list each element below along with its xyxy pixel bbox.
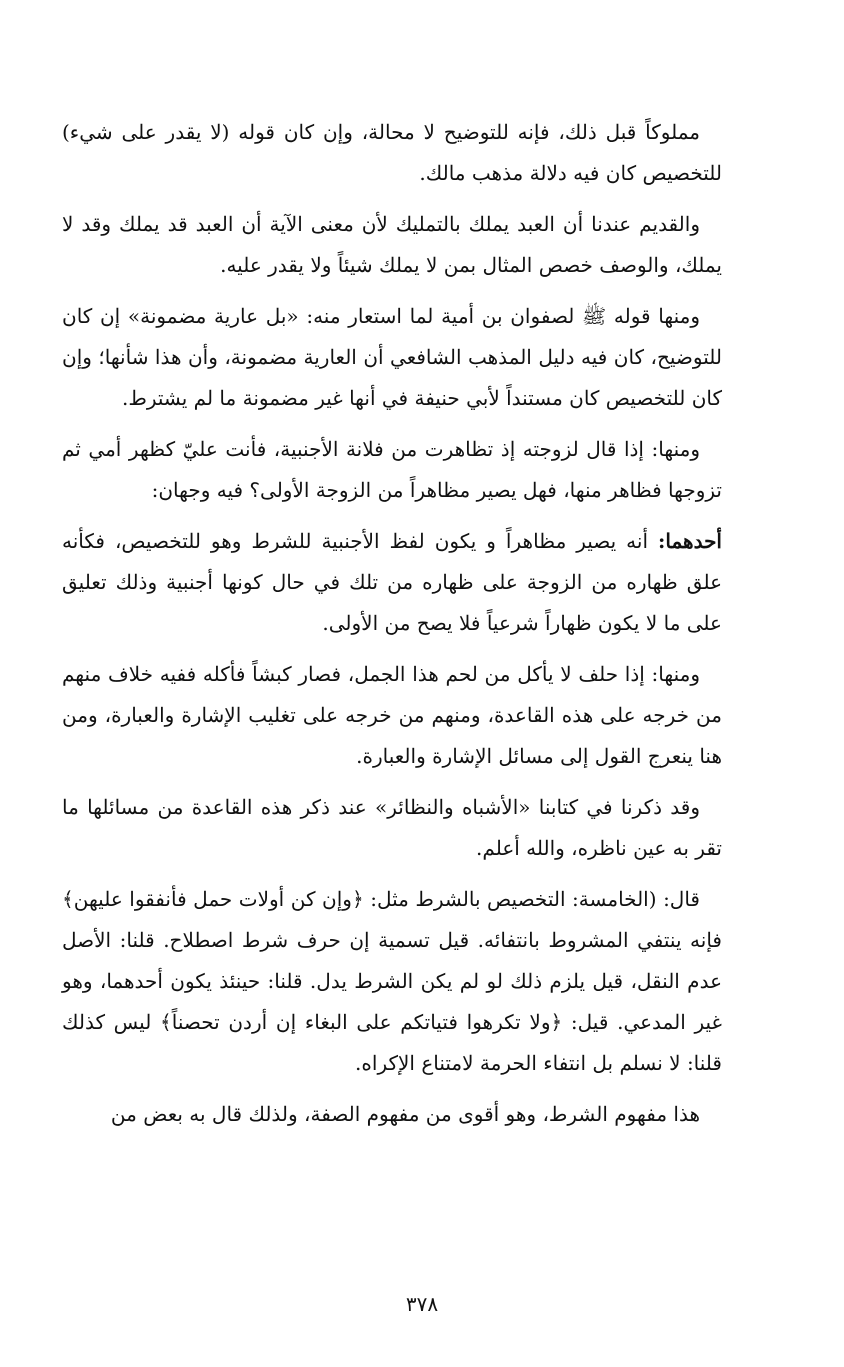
paragraph-9 (62, 1094, 722, 1135)
paragraph-text: ومنها: إذا حلف لا يأكل من لحم هذا الجمل، فصار كبشاً فأكله ففيه خلاف منهم من خرجه على هذه القاعدة، ومنهم من خرجه على تغليب الإشارة والعبارة، ومن هنا ينعرج القول إلى مسائل الإشارة والعبارة. (62, 662, 722, 768)
paragraph-5 (62, 521, 722, 644)
paragraph-text: ومنها قوله ﷺ لصفوان بن أمية لما استعار منه: «بل عارية مضمونة» إن كان للتوضيح، كان فيه دليل المذهب الشافعي أن العارية مضمونة، وأن هذا شأنها؛ وإن كان للتخصيص كان مستنداً لأبي حنيفة في أنها غير مضمونة ما لم يشترط. (62, 304, 722, 410)
paragraph-2 (62, 204, 722, 286)
paragraph-lead: أحدهما: (657, 529, 722, 553)
paragraph-8 (62, 879, 722, 1084)
paragraph-text: قال: (الخامسة: التخصيص بالشرط مثل: ﴿وإن كن أولات حمل فأنفقوا عليهن﴾ فإنه ينتفي المشروط بانتفائه. قيل تسمية إن حرف شرط اصطلاح. قلنا: الأصل عدم النقل، قيل يلزم ذلك لو لم يكن الشرط يدل. قلنا: حينئذ يكون أحدهما، وهو غير المدعي. قيل: ﴿ولا تكرهوا فتياتكم على البغاء إن أردن تحصناً﴾ ليس كذلك قلنا: لا نسلم بل انتفاء الحرمة لامتناع الإكراه. (62, 887, 722, 1075)
paragraph-3 (62, 296, 722, 419)
paragraph-1 (62, 112, 722, 194)
page-number: ٣٧٨ (405, 1292, 439, 1316)
paragraph-text: مملوكاً قبل ذلك، فإنه للتوضيح لا محالة، وإن كان قوله (لا يقدر على شيء) للتخصيص كان فيه دلالة مذهب مالك. (62, 120, 722, 185)
paragraph-4 (62, 429, 722, 511)
paragraph-text: أنه يصير مظاهراً و يكون لفظ الأجنبية للشرط وهو للتخصيص، فكأنه علق ظهاره من الزوجة على ظهاره من تلك في حال كونها أجنبية وذلك تعليق على ما لا يكون ظهاراً شرعياً فلا يصح من الأولى. (62, 529, 722, 635)
paragraph-6 (62, 654, 722, 777)
paragraph-text: وقد ذكرنا في كتابنا «الأشباه والنظائر» عند ذكر هذه القاعدة من مسائلها ما تقر به عين ناظره، والله أعلم. (62, 795, 722, 860)
paragraph-text: ومنها: إذا قال لزوجته إذ تظاهرت من فلانة الأجنبية، فأنت عليّ كظهر أمي ثم تزوجها فظاهر منها، فهل يصير مظاهراً من الزوجة الأولى؟ فيه وجهان: (62, 437, 722, 502)
body-text (62, 112, 722, 1145)
paragraph-text: والقديم عندنا أن العبد يملك بالتمليك لأن معنى الآية أن العبد قد يملك وقد لا يملك، والوصف خصص المثال بمن لا يملك شيئاً ولا يقدر عليه. (62, 212, 722, 277)
paragraph-text: هذا مفهوم الشرط، وهو أقوى من مفهوم الصفة، ولذلك قال به بعض من (110, 1102, 700, 1126)
paragraph-7 (62, 787, 722, 869)
